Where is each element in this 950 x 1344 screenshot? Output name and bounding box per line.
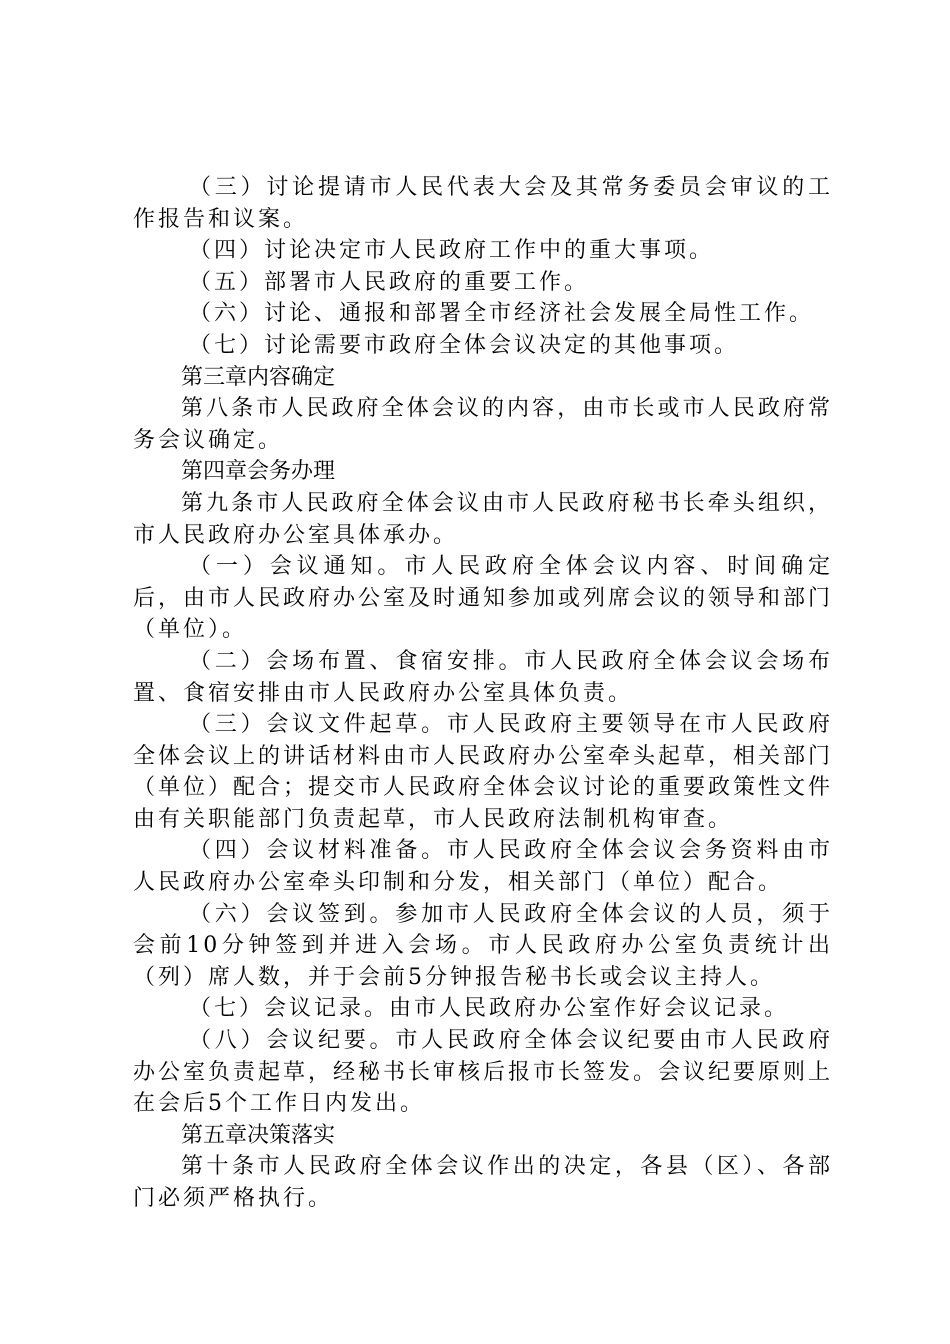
paragraph-meeting-record: （七）会议记录。由市人民政府办公室作好会议记录。 xyxy=(189,996,790,1022)
paragraph-item-5: （五）部署市人民政府的重要工作。 xyxy=(189,269,590,295)
chapter-heading-4: 第四章会务办理 xyxy=(181,459,336,485)
paragraph-item-3: （三）讨论提请市人民代表大会及其常务委员会审议的工作报告和议案。 xyxy=(133,175,833,232)
paragraph-item-4: （四）讨论决定市人民政府工作中的重大事项。 xyxy=(189,238,715,264)
article-8: 第八条市人民政府全体会议的内容，由市长或市人民政府常务会议确定。 xyxy=(133,396,833,453)
article-9: 第九条市人民政府全体会议由市人民政府秘书长牵头组织，市人民政府办公室具体承办。 xyxy=(133,490,833,548)
article-10: 第十条市人民政府全体会议作出的决定，各县（区）、各部门必须严格执行。 xyxy=(133,1154,833,1211)
paragraph-item-7: （七）讨论需要市政府全体会议决定的其他事项。 xyxy=(189,332,740,358)
chapter-heading-3: 第三章内容确定 xyxy=(181,364,336,390)
paragraph-document-drafting: （三）会议文件起草。市人民政府主要领导在市人民政府全体会议上的讲话材料由市人民政府办公室牵头起草，相关部门（单位）配合；提交市人民政府全体会议讨论的重要政策性文件由有关职能部门负责起草，市人民政府法制机构审查。 xyxy=(133,712,834,832)
paragraph-venue-arrangement: （二）会场布置、食宿安排。市人民政府全体会议会场布置、食宿安排由市人民政府办公室具体负责。 xyxy=(133,648,833,706)
paragraph-meeting-notice: （一）会议通知。市人民政府全体会议内容、时间确定后，由市人民政府办公室及时通知参加或列席会议的领导和部门（单位）。 xyxy=(133,554,834,643)
paragraph-item-6: （六）讨论、通报和部署全市经济社会发展全局性工作。 xyxy=(189,301,815,327)
paragraph-sign-in: （六）会议签到。参加市人民政府全体会议的人员，须于会前10分钟签到并进入会场。市人民政府办公室负责统计出（列）席人数，并于会前5分钟报告秘书长或会议主持人。 xyxy=(133,901,833,990)
chapter-heading-5: 第五章决策落实 xyxy=(181,1122,336,1148)
paragraph-materials-preparation: （四）会议材料准备。市人民政府全体会议会务资料由市人民政府办公室牵头印制和分发，相关部门（单位）配合。 xyxy=(133,838,833,896)
paragraph-meeting-minutes: （八）会议纪要。市人民政府全体会议纪要由市人民政府办公室负责起草，经秘书长审核后报市长签发。会议纪要原则上在会后5个工作日内发出。 xyxy=(133,1028,834,1117)
document-body xyxy=(133,172,833,1215)
